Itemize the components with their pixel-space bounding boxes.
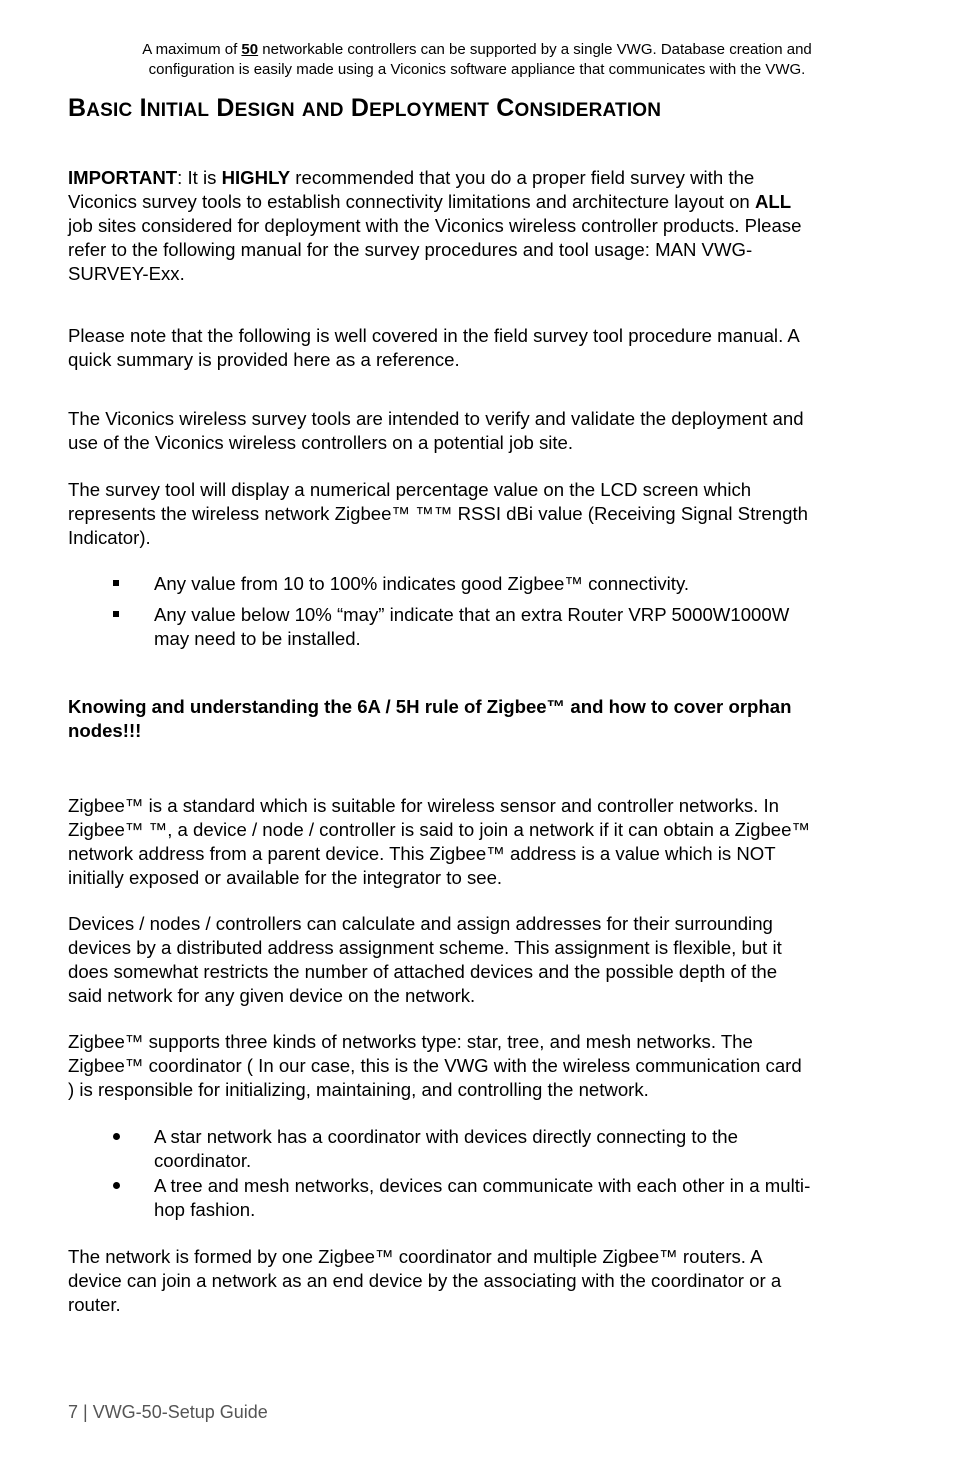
intro-paragraph (60, 40, 894, 80)
section-heading: BASIC INITIAL DESIGN AND DEPLOYMENT CONSIDERATION (68, 94, 662, 122)
list-item: A star network has a coordinator with devices directly connecting to the coordinator. (154, 1126, 738, 1171)
list-item: Any value from 10 to 100% indicates good Zigbee™ connectivity. (154, 573, 690, 594)
zigbee-standard-paragraph: Zigbee™ is a standard which is suitable for wireless sensor and controller networks. In Zigbee™ ™, a device / node / controller is said to join a network if it can obtain a Zigbee™ network address from a parent device. This Zigbee™ address is a value which is NOT initially exposed or available for the integrator to see. (68, 795, 811, 888)
intro-text: A maximum of (142, 41, 242, 58)
max-controllers-number: 50 (241, 41, 259, 58)
important-label: IMPORTANT (68, 167, 178, 188)
survey-tools-paragraph: The Viconics wireless survey tools are intended to verify and validate the deployment and use of the Viconics wireless controllers on a potential job site. (68, 408, 804, 453)
page-footer: 7 | VWG-50-Setup Guide (68, 1402, 268, 1422)
highly-emphasis: HIGHLY (221, 167, 291, 188)
survey-display-paragraph: The survey tool will display a numerical percentage value on the LCD screen which represents the wireless network Zigbee™ ™™ RSSI dBi value (Receiving Signal Strength Indicator). (68, 479, 808, 548)
rule-heading: Knowing and understanding the 6A / 5H rule of Zigbee™ and how to cover orphan nodes!!! (68, 696, 792, 741)
list-item: A tree and mesh networks, devices can communicate with each other in a multi- hop fashion. (154, 1175, 811, 1220)
network-formation-paragraph: The network is formed by one Zigbee™ coordinator and multiple Zigbee™ routers. A device can join a network as an end device by the associating with the coordinator or a router. (68, 1246, 782, 1315)
intro-text: networkable controllers can be supported by a single VWG. Database creation and (258, 41, 812, 58)
bullet-square-icon (113, 580, 119, 586)
bullet-dot-icon (113, 1133, 120, 1140)
list-item: Any value below 10% “may” indicate that an extra Router VRP 5000W1000W may need to be installed. (154, 604, 790, 649)
intro-line-2: configuration is easily made using a Viconics software appliance that communicates with the VWG. (148, 61, 806, 78)
bullet-square-icon (113, 611, 119, 617)
note-paragraph: Please note that the following is well covered in the field survey tool procedure manual. A quick summary is provided here as a reference. (68, 325, 800, 370)
important-paragraph: IMPORTANT: It is HIGHLY recommended that you do a proper field survey with the Viconics survey tools to establish connectivity limitations and architecture layout on ALL job sites considered for deployment with the Viconics wireless controller products. Please refer to the following manual for the survey procedures and tool usage: MAN VWG- SURVEY-Exx. (68, 167, 802, 284)
all-emphasis: ALL (754, 191, 792, 212)
devices-paragraph: Devices / nodes / controllers can calculate and assign addresses for their surrounding devices by a distributed address assignment scheme. This assignment is flexible, but it does somewhat restricts the number of attached devices and the possible depth of the said network for any given device on the network. (68, 913, 782, 1006)
bullet-dot-icon (113, 1182, 120, 1189)
network-types-paragraph: Zigbee™ supports three kinds of networks type: star, tree, and mesh networks. The Zigbee™ coordinator ( In our case, this is the VWG with the wireless communication card ) is responsible for initializing, maintaining, and controlling the network. (68, 1031, 802, 1100)
